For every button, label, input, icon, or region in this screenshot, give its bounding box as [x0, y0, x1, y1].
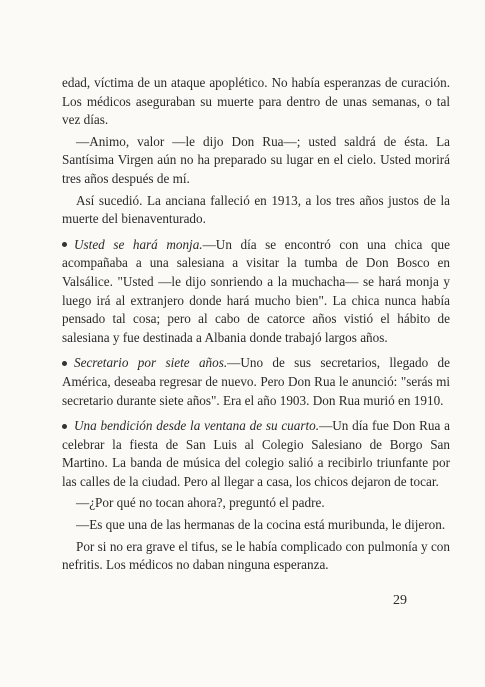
- section-title: Usted se hará monja.: [74, 236, 203, 252]
- section-title: Una bendición desde la ventana de su cuarto.: [74, 418, 320, 434]
- bullet-icon: [62, 242, 67, 247]
- page-number: 29: [393, 593, 407, 608]
- section-title: Secretario por siete años.: [74, 355, 228, 371]
- book-page-text: [62, 74, 450, 578]
- bullet-icon: [62, 361, 67, 366]
- paragraph-usted-monja: [62, 236, 450, 348]
- bullet-icon: [62, 424, 67, 429]
- section-text: —Uno de sus secretarios, llegado de América, deseaba regresar de nuevo. Pero Don Rua le anunció: "serás mi secretario durante siete años". Era el año 1903. Don Rua murió en 1910.: [62, 355, 450, 408]
- paragraph-continuation: edad, víctima de un ataque apoplético. No había esperanzas de curación. Los médicos aseguraban su muerte para dentro de unas semanas, o tal vez días.: [62, 75, 450, 128]
- paragraph-dialogue-don-rua: —Animo, valor —le dijo Don Rua—; usted saldrá de ésta. La Santísima Virgen aún no ha preparado su lugar en el cielo. Usted morirá tres años después de mí.: [62, 133, 450, 186]
- paragraph-question: —¿Por qué no tocan ahora?, preguntó el padre.: [76, 495, 325, 511]
- section-text: —Un día se encontró con una chica que acompañaba a una salesiana a visitar la tumba de Don Bosco en Valsálice. "Usted —le dijo sonriendo a la muchacha— se hará monja y luego irá al extranjero donde hará mucho bien". La chica nunca había pensado tal cosa; pero al cabo de catorce años vistió el hábito de salesiana y fue destinada a Albania donde trabajó largos años.: [62, 236, 450, 345]
- paragraph-diagnosis: Por si no era grave el tifus, se le había complicado con pulmonía y con nefritis. Los médicos no daban ninguna esperanza.: [62, 538, 450, 573]
- paragraph-bendicion: [62, 417, 450, 491]
- paragraph-outcome: Así sucedió. La anciana falleció en 1913, a los tres años justos de la muerte del bienaventurado.: [62, 192, 450, 227]
- section-text: —Un día fue Don Rua a celebrar la fiesta de San Luis al Colegio Salesiano de Borgo San Martino. La banda de música del colegio salió a recibirlo triunfante por las calles de la ciudad. Pero al llegar a casa, los chicos dejaron de tocar.: [62, 418, 450, 489]
- paragraph-secretario: [62, 354, 450, 410]
- paragraph-answer: —Es que una de las hermanas de la cocina está muribunda, le dijeron.: [76, 517, 446, 533]
